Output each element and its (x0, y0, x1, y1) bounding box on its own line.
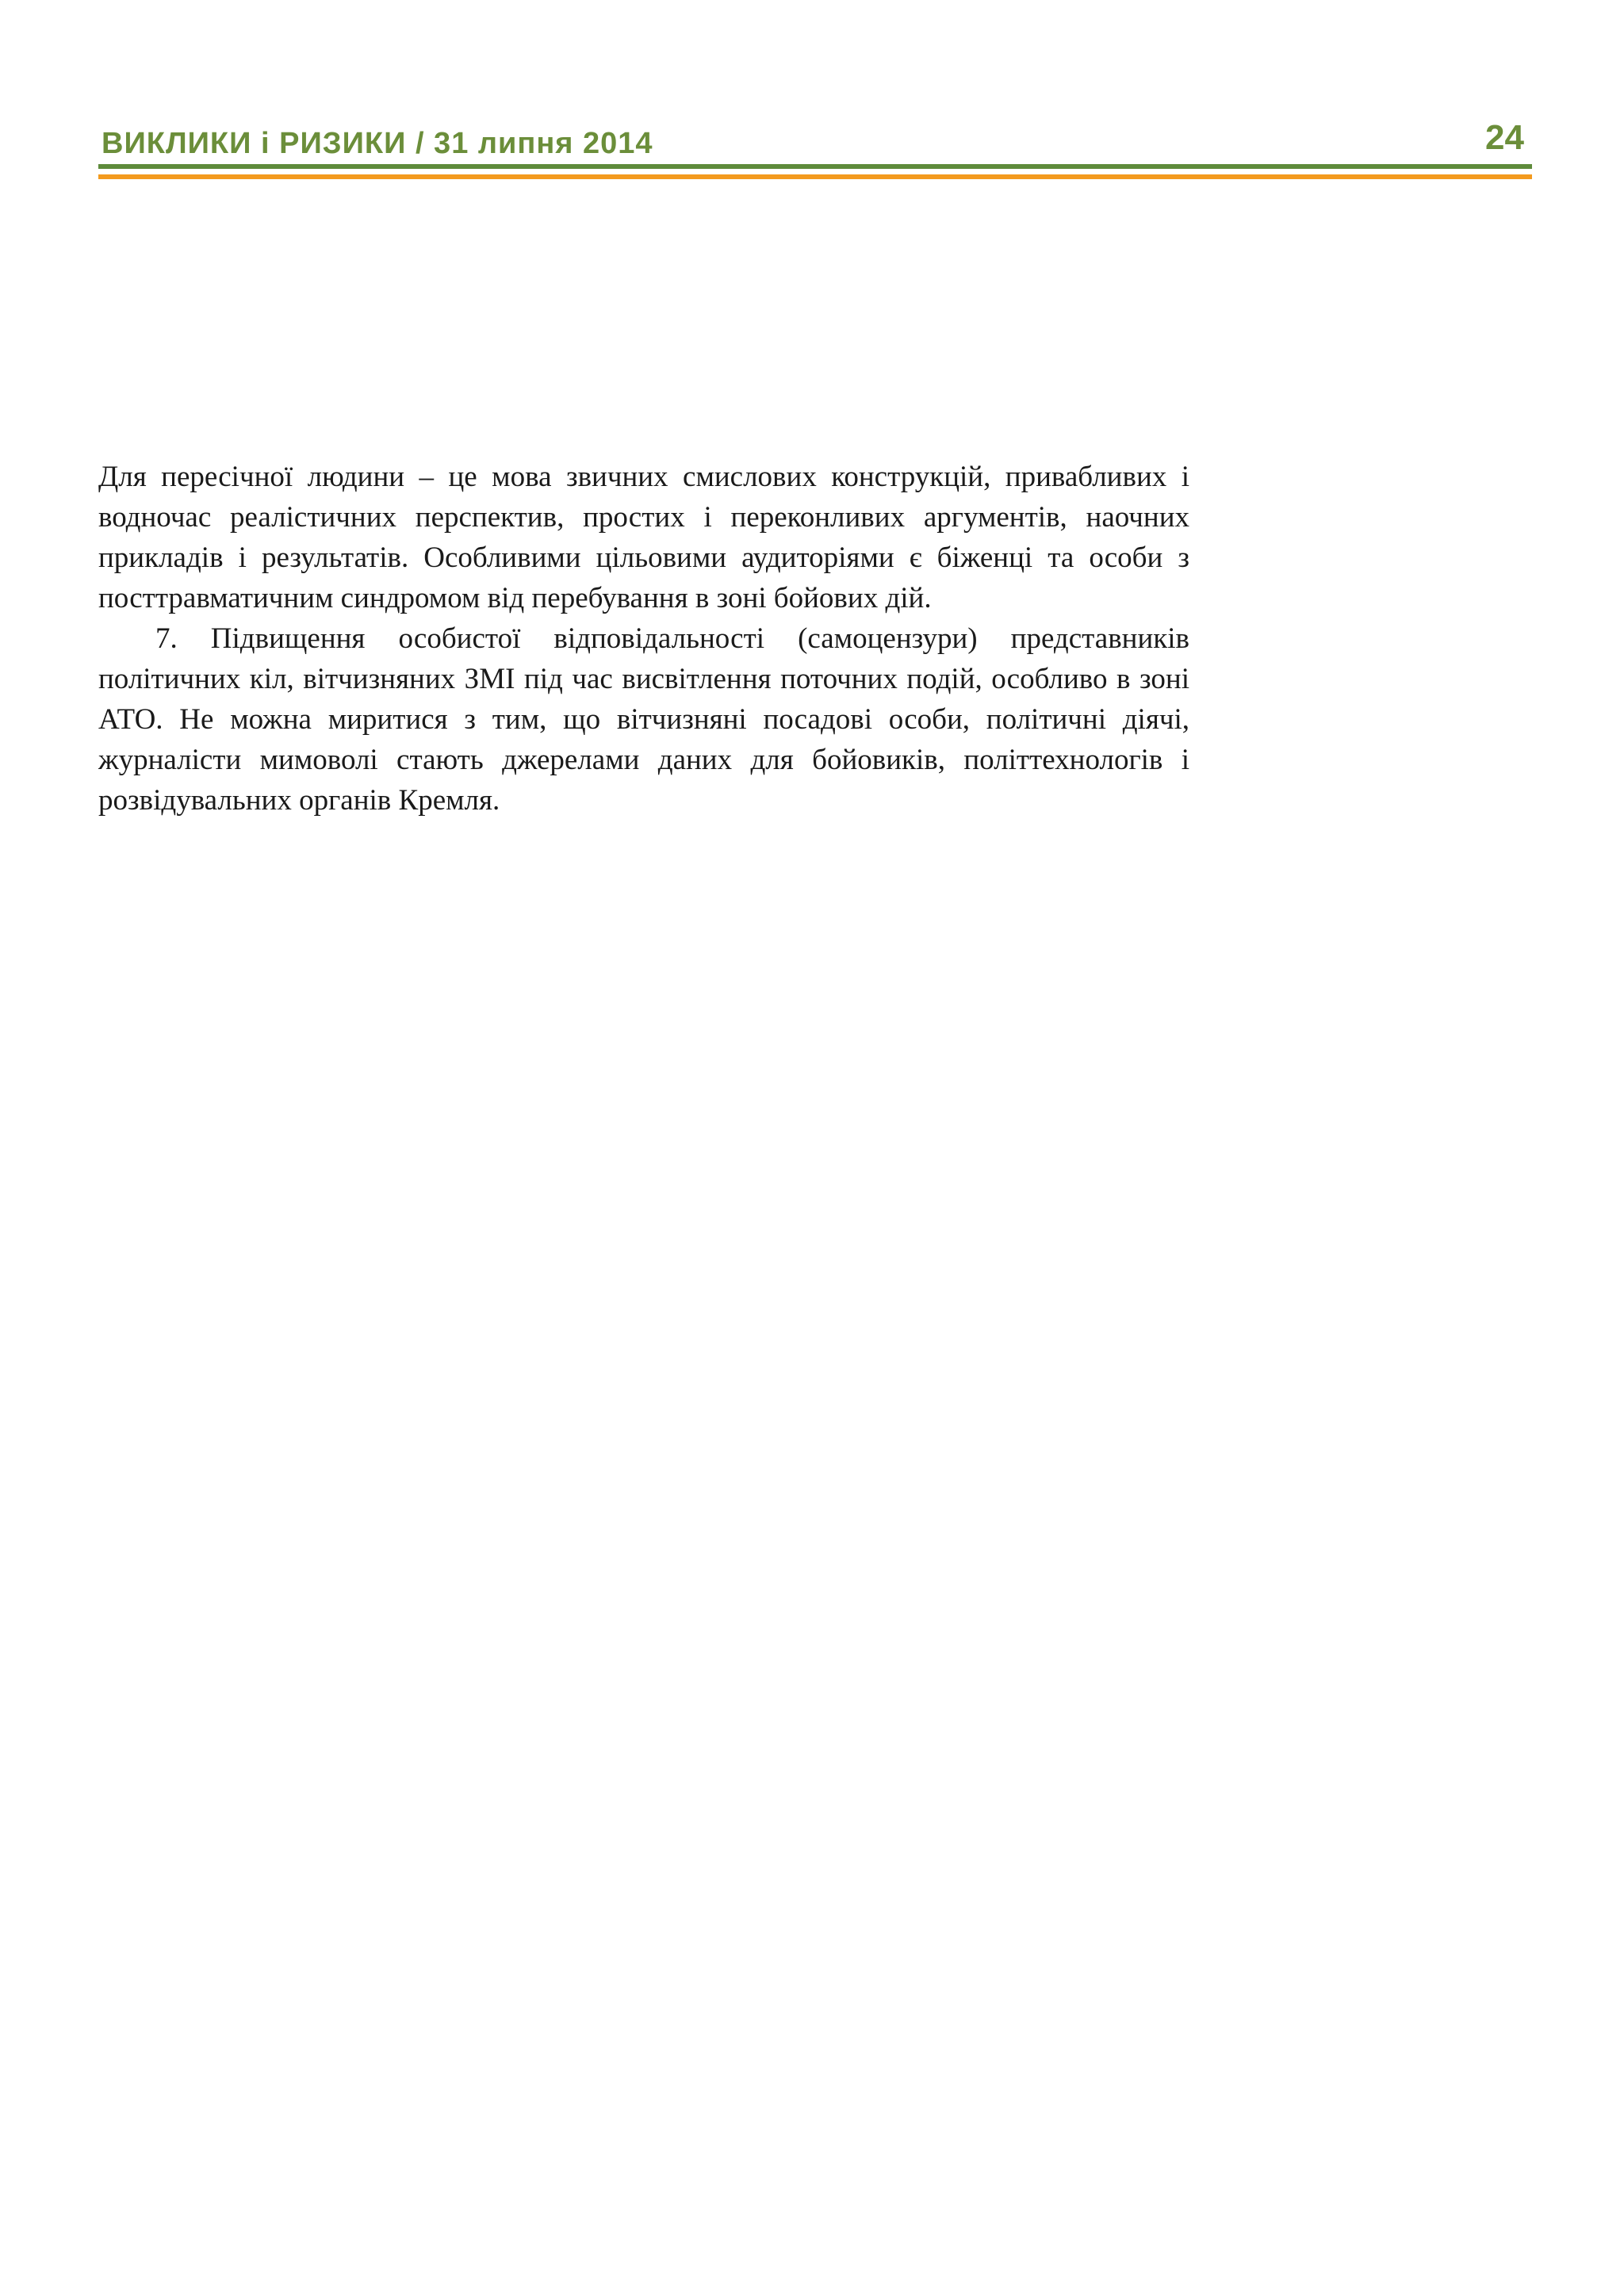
header-divider-green (98, 164, 1532, 169)
paragraph-item-7: 7. Підвищення особистої відповідальності (самоцензури) представників політичних кіл, вітчизняних ЗМІ під час висвітлення поточних подій, особливо в зоні АТО. Не можна миритися з тим, що вітчизняні посадові особи, політичні діячі, журналісти мимоволі стають джерелами даних для бойовиків, політтехнологів і розвідувальних органів Кремля. (98, 622, 1189, 817)
page-number: 24 (1485, 118, 1524, 157)
running-header-title: ВИКЛИКИ і РИЗИКИ / 31 липня 2014 (102, 127, 653, 160)
header-divider-orange (98, 174, 1532, 179)
page-header (98, 111, 1532, 162)
paragraph-continuation: Для пересічної людини – це мова звичних смислових конструкцій, привабливих і водночас реалістичних перспектив, простих і переконливих аргументів, наочних прикладів і результатів. Особливими цільовими аудиторіями є біженці та особи з посттравматичним синдромом від перебування в зоні бойових дій. (98, 461, 1189, 614)
body-text (98, 457, 1189, 821)
